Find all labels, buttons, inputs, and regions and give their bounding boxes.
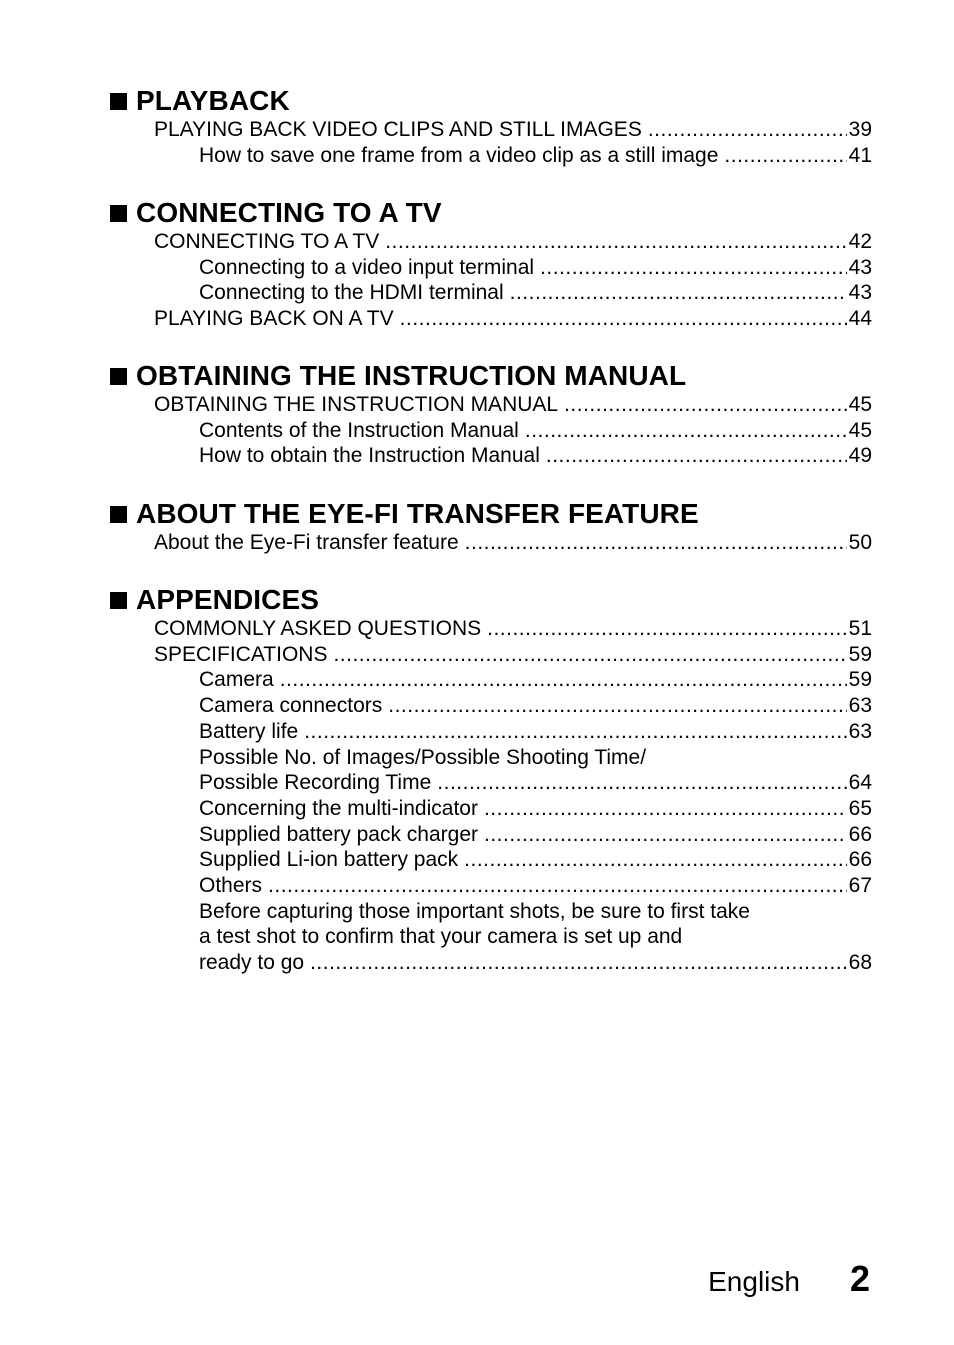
leader-dots (487, 616, 847, 642)
toc-entry[interactable] (199, 822, 872, 848)
toc-entry[interactable] (199, 719, 872, 745)
leader-dots (437, 770, 846, 796)
toc-entry[interactable] (199, 693, 872, 719)
toc-entry-title: Supplied Li-ion battery pack (199, 848, 459, 872)
section-heading (110, 85, 872, 117)
square-bullet-icon (110, 93, 127, 110)
toc-entry-page: 45 (848, 393, 872, 416)
toc-entry-page: 44 (848, 307, 872, 331)
toc-entry-title: PLAYING BACK ON A TV (154, 307, 394, 331)
toc-entry-page: 43 (848, 281, 872, 305)
leader-dots (525, 418, 847, 444)
toc-entry[interactable] (154, 642, 872, 668)
toc-entry-title: Battery life (199, 719, 299, 743)
toc-entry-title: Possible Recording Time (199, 771, 432, 795)
toc-entry-page: 49 (848, 444, 872, 468)
toc-entry-title: SPECIFICATIONS (154, 642, 328, 666)
toc-entry-title: Connecting to the HDMI terminal (199, 281, 504, 305)
leader-dots (400, 306, 847, 332)
leader-dots (385, 229, 846, 255)
leader-dots (648, 117, 847, 143)
toc-entry[interactable] (154, 530, 872, 556)
toc-entry-page: 66 (848, 822, 872, 846)
square-bullet-icon (110, 506, 127, 523)
leader-dots (465, 530, 847, 556)
leader-dots (464, 847, 846, 873)
toc-section-eye-fi (110, 498, 872, 556)
toc-entry-title: Concerning the multi-indicator (199, 796, 478, 820)
section-heading-text: CONNECTING TO A TV (136, 197, 442, 228)
footer-page-number: 2 (849, 1258, 870, 1299)
toc-section-appendices (110, 584, 872, 976)
leader-dots (510, 280, 847, 306)
toc-entry-title: Others (199, 874, 263, 898)
toc-entry-title: PLAYING BACK VIDEO CLIPS AND STILL IMAGES (154, 118, 642, 141)
leader-dots (484, 822, 847, 848)
leader-dots (310, 950, 847, 976)
footer-language: English (708, 1266, 800, 1297)
leader-dots (388, 693, 846, 719)
leader-dots (333, 642, 846, 668)
section-heading (110, 584, 872, 616)
page-footer (708, 1258, 870, 1300)
section-heading-text: ABOUT THE EYE-FI TRANSFER FEATURE (136, 498, 699, 529)
toc-entry-page: 39 (848, 118, 872, 141)
toc-entry-page: 59 (848, 642, 872, 666)
square-bullet-icon (110, 592, 127, 609)
toc-entry-page: 65 (848, 796, 872, 820)
toc-entry[interactable] (154, 117, 872, 143)
toc-entry[interactable] (154, 392, 872, 418)
toc-entry-title: Camera connectors (199, 694, 383, 718)
toc-entry-page: 59 (848, 668, 872, 692)
toc-entry-page: 51 (848, 617, 872, 640)
section-heading (110, 498, 872, 530)
toc-entry[interactable] (199, 280, 872, 306)
toc-entry[interactable] (199, 873, 872, 899)
toc-entry-page: 68 (848, 951, 872, 975)
toc-entry-page: 50 (848, 531, 872, 554)
toc-entry-page: 45 (848, 418, 872, 442)
leader-dots (540, 255, 847, 281)
leader-dots (546, 443, 847, 469)
toc-entry-title: CONNECTING TO A TV (154, 230, 380, 253)
toc-entry-page: 63 (848, 694, 872, 718)
section-heading-text: PLAYBACK (136, 85, 290, 116)
toc-entry[interactable] (154, 306, 872, 332)
toc-entry-page: 41 (848, 143, 872, 167)
leader-dots (280, 667, 847, 693)
square-bullet-icon (110, 205, 127, 222)
section-heading (110, 360, 872, 392)
toc-entry-title: Camera (199, 668, 274, 692)
toc-entry-title-line[interactable]: Before capturing those important shots, be sure to first take (199, 899, 750, 923)
section-heading-text: OBTAINING THE INSTRUCTION MANUAL (136, 360, 687, 391)
square-bullet-icon (110, 368, 127, 385)
toc-entry-title: How to save one frame from a video clip as a still image (199, 143, 719, 167)
toc-entry[interactable] (199, 667, 872, 693)
toc-section-playback (110, 85, 872, 168)
toc-entry[interactable] (199, 796, 872, 822)
toc-entry[interactable] (199, 143, 872, 169)
toc-entry-page: 67 (848, 874, 872, 898)
toc-entry[interactable] (199, 255, 872, 281)
leader-dots (564, 392, 847, 418)
toc-entry[interactable] (199, 418, 872, 444)
toc-entry-page: 64 (848, 771, 872, 795)
toc-section-obtaining-manual (110, 360, 872, 469)
toc-entry-title: About the Eye-Fi transfer feature (154, 531, 459, 554)
toc-entry[interactable] (199, 443, 872, 469)
toc-section-connecting-to-a-tv (110, 197, 872, 332)
toc-entry[interactable] (199, 847, 872, 873)
leader-dots (484, 796, 847, 822)
toc-entry[interactable] (199, 950, 872, 976)
toc-entry-title: OBTAINING THE INSTRUCTION MANUAL (154, 393, 559, 416)
toc-entry-title: COMMONLY ASKED QUESTIONS (154, 617, 482, 640)
leader-dots (304, 719, 846, 745)
toc-entry-page: 66 (848, 848, 872, 872)
toc-entry[interactable] (154, 229, 872, 255)
toc-entry-title: Contents of the Instruction Manual (199, 418, 519, 442)
toc-entry[interactable] (154, 616, 872, 642)
toc-entry-title: Connecting to a video input terminal (199, 255, 535, 279)
leader-dots (724, 143, 846, 169)
toc-entry-title: How to obtain the Instruction Manual (199, 444, 540, 468)
leader-dots (268, 873, 847, 899)
section-heading-text: APPENDICES (136, 584, 320, 615)
section-heading (110, 197, 872, 229)
toc-entry-title-line[interactable]: Possible No. of Images/Possible Shooting Time/ (199, 745, 647, 769)
toc-entry-page: 42 (848, 230, 872, 253)
toc-entry-title-line[interactable]: a test shot to confirm that your camera is set up and (199, 925, 683, 949)
toc-entry-title: ready to go (199, 951, 305, 975)
toc-entry[interactable] (199, 770, 872, 796)
toc-entry-title: Supplied battery pack charger (199, 822, 478, 846)
toc-entry-page: 63 (848, 719, 872, 743)
toc-entry-page: 43 (848, 255, 872, 279)
